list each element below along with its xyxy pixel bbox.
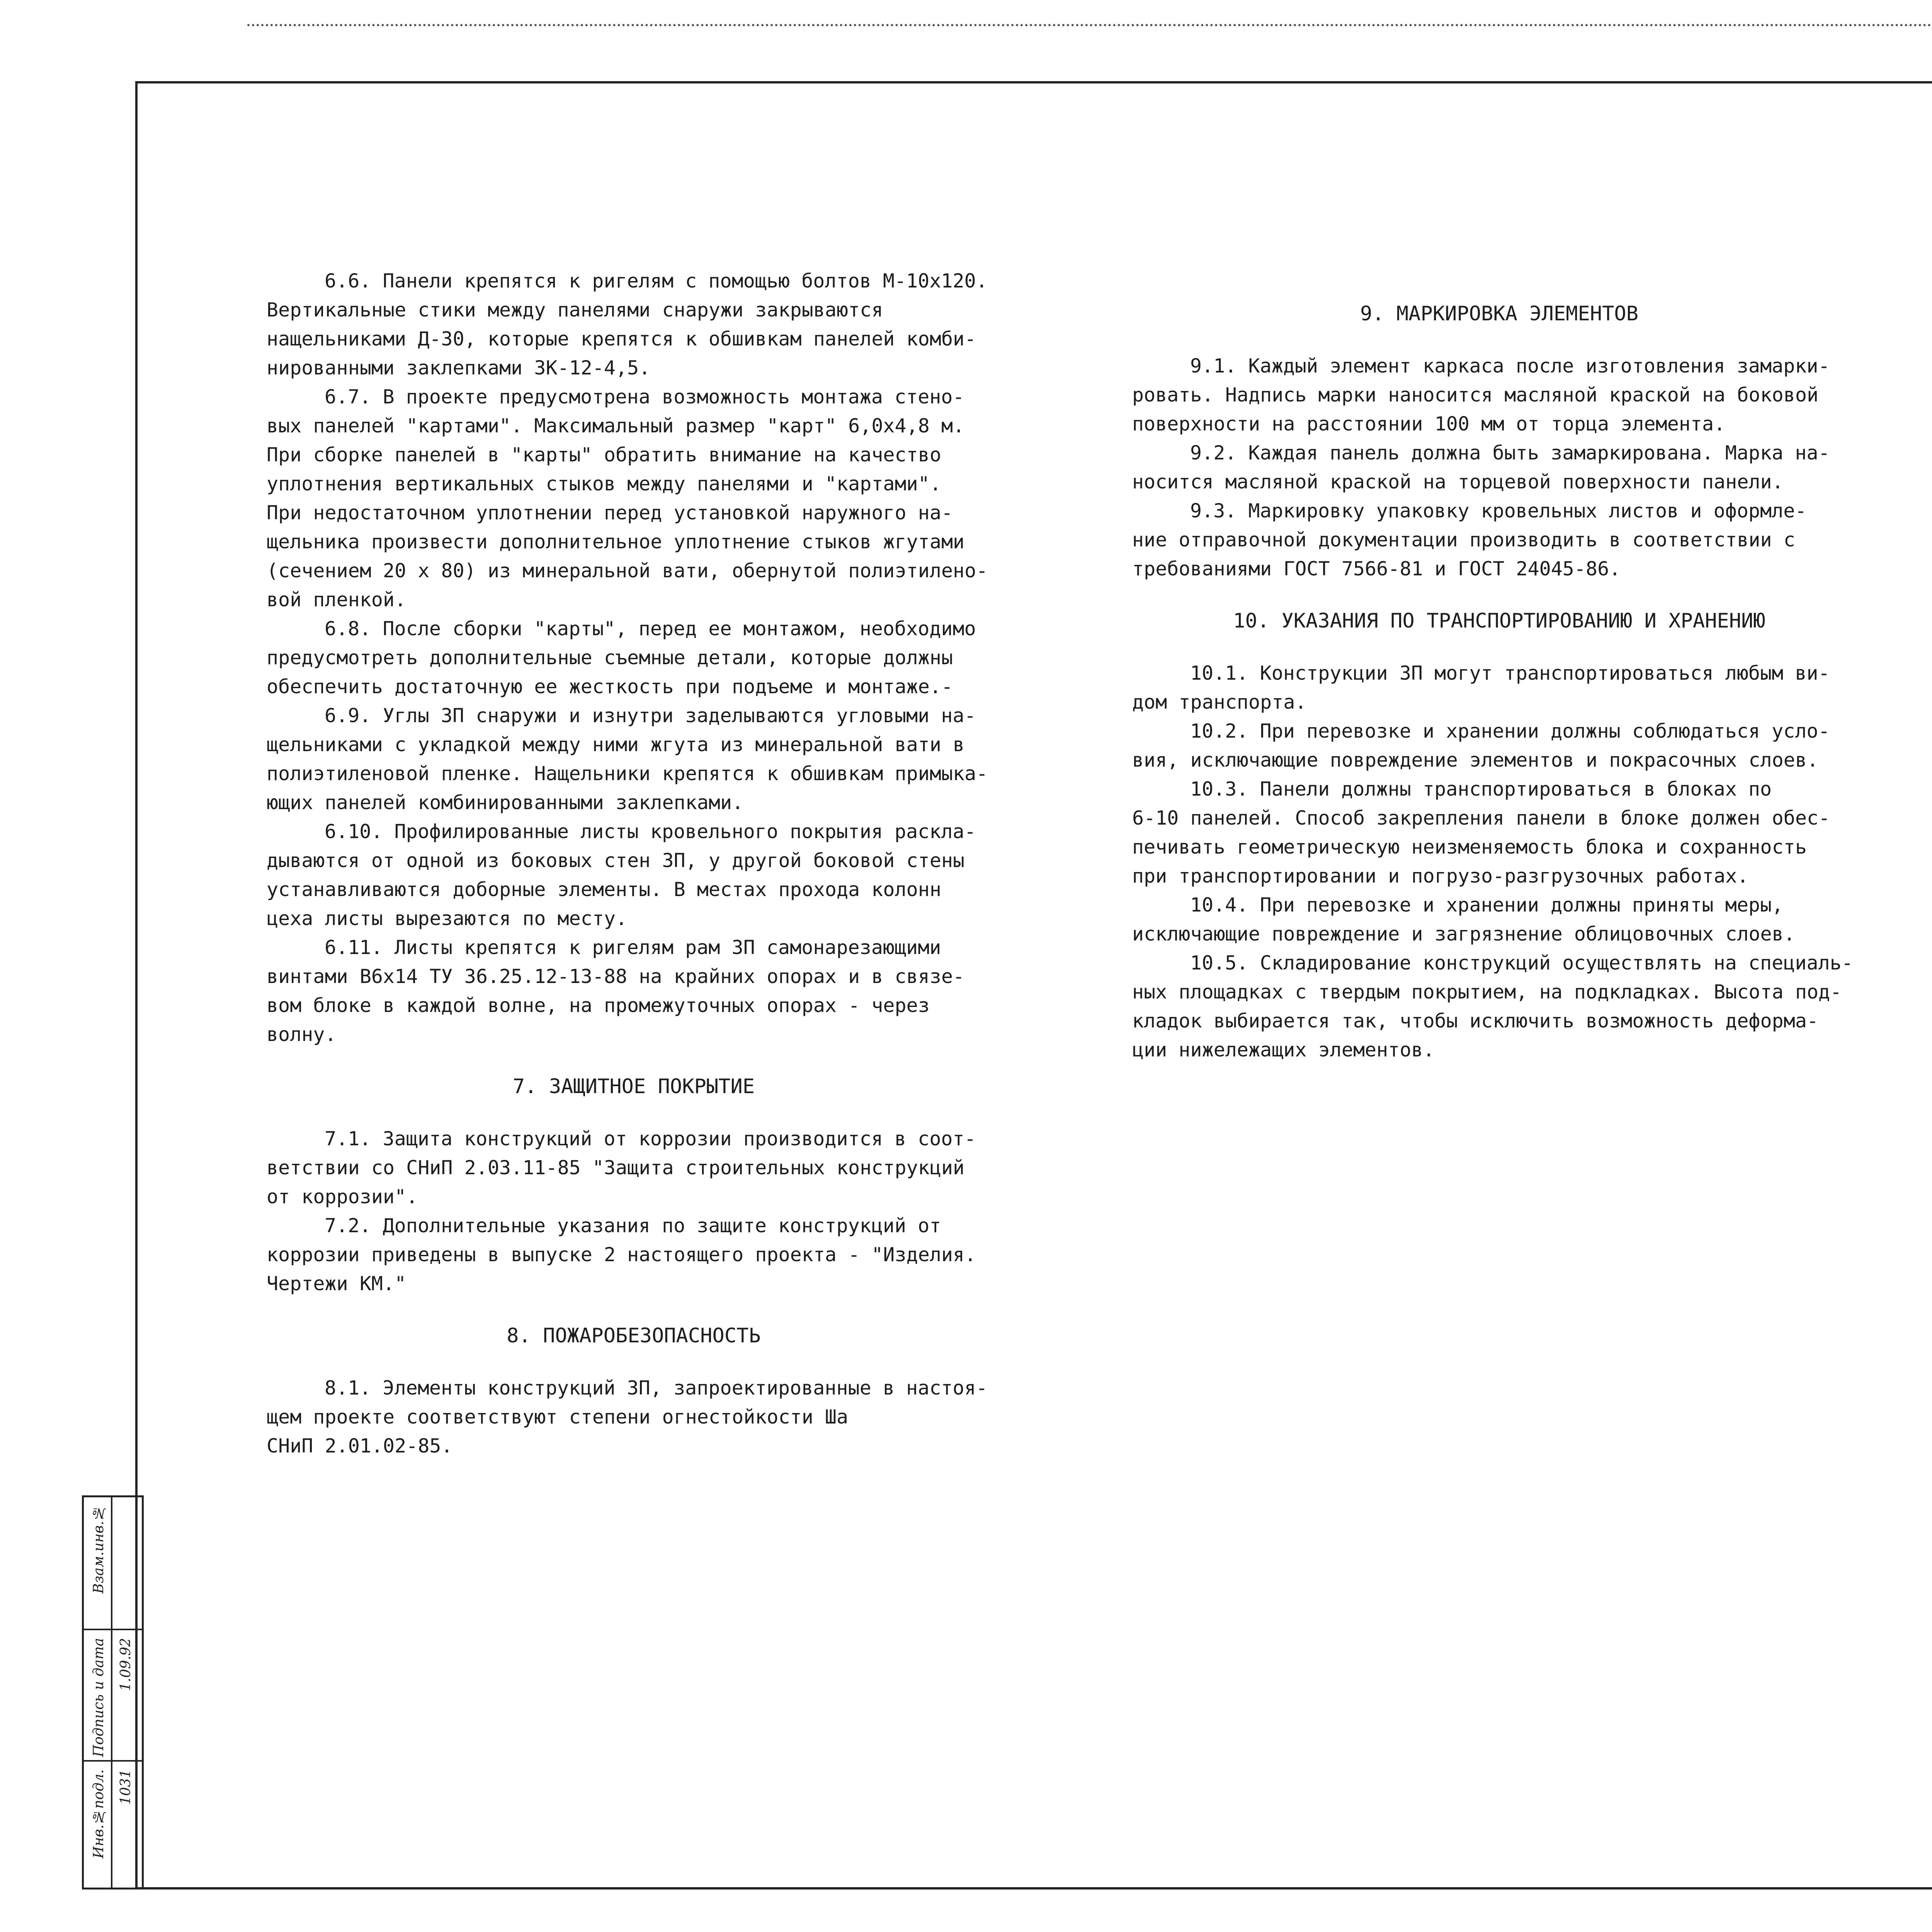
strip-sign-cell <box>84 1629 142 1760</box>
strip-inv-value: 1031 <box>118 1769 134 1805</box>
text-line: нащельниками Д-30, которые крепятся к обшивкам панелей комби- <box>267 328 976 350</box>
text-line: вой пленкой. <box>267 588 406 611</box>
text-line: СНиП 2.01.02-85. <box>267 1435 453 1457</box>
paragraph-10-4 <box>1132 891 1866 949</box>
top-dotted-line <box>247 24 1932 26</box>
strip-sign-label: Подпись и дата <box>91 1638 107 1757</box>
text-line: коррозии приведены в выпуске 2 настоящего проекта - "Изделия. <box>267 1243 976 1266</box>
paragraph-10-3 <box>1132 775 1866 891</box>
section-heading-10: 10. УКАЗАНИЯ ПО ТРАНСПОРТИРОВАНИЮ И ХРАНЕНИЮ <box>1233 609 1765 633</box>
text-line: дом транспорта. <box>1132 691 1307 713</box>
paragraph-6-7 <box>267 383 1001 614</box>
text-line: нированными заклепками ЗК-12-4,5. <box>267 357 651 379</box>
paragraph-6-10 <box>267 817 1001 933</box>
middle-text-column <box>1132 299 1866 1065</box>
text-line: 7.1. Защита конструкций от коррозии производится в соот- <box>325 1128 976 1150</box>
text-line: цеха листы вырезаются по месту. <box>267 907 628 930</box>
paragraph-9-1 <box>1132 352 1866 439</box>
paragraph-10-1 <box>1132 659 1866 717</box>
text-line: вых панелей "картами". Максимальный размер "карт" 6,0х4,8 м. <box>267 415 965 437</box>
text-line: 10.2. При перевозке и хранении должны соблюдаться усло- <box>1190 720 1830 742</box>
text-line: 10.3. Панели должны транспортироваться в блоках по <box>1190 778 1772 800</box>
strip-divider <box>111 1497 112 1888</box>
strip-inv-label: Инв.№подл. <box>91 1769 107 1859</box>
paragraph-7-2 <box>267 1211 1001 1298</box>
paragraph-9-2 <box>1132 439 1866 497</box>
text-line: исключающие повреждение и загрязнение облицовочных слоев. <box>1132 923 1795 945</box>
text-line: 10.5. Складирование конструкций осуществлять на специаль- <box>1190 952 1853 974</box>
text-line: обеспечить достаточную ее жесткость при подъеме и монтаже.- <box>267 675 953 698</box>
section-heading-9: 9. МАРКИРОВКА ЭЛЕМЕНТОВ <box>1360 302 1639 325</box>
text-line: 6-10 панелей. Способ закрепления панели в блоке должен обес- <box>1132 807 1830 829</box>
strip-replace-label: Взам.инв.№ <box>91 1505 107 1594</box>
text-line: уплотнения вертикальных стыков между панелями и "картами". <box>267 473 941 495</box>
text-line: При недостаточном уплотнении перед установкой наружного на- <box>267 502 953 524</box>
text-line: щем проекте соответствуют степени огнестойкости Ша <box>267 1406 849 1428</box>
text-line: 6.11. Листы крепятся к ригелям рам ЗП самонарезающими <box>325 936 941 959</box>
text-line: 10.4. При перевозке и хранении должны приняты меры, <box>1190 894 1784 916</box>
text-line: поверхности на расстоянии 100 мм от торца элемента. <box>1132 413 1726 435</box>
text-line: Вертикальные стики между панелями снаружи закрываются <box>267 299 883 321</box>
text-line: Чертежи КМ." <box>267 1272 406 1295</box>
text-line: ровать. Надпись марки наносится масляной краской на боковой <box>1132 384 1819 406</box>
text-line: кладок выбирается так, чтобы исключить возможность деформа- <box>1132 1010 1819 1032</box>
paragraph-9-3 <box>1132 497 1866 583</box>
text-line: ных площадках с твердым покрытием, на подкладках. Высота под- <box>1132 981 1842 1003</box>
text-line: 9.2. Каждая панель должна быть замаркирована. Марка на- <box>1190 442 1830 464</box>
text-line: ющих панелей комбинированными заклепками. <box>267 791 744 814</box>
text-line: полиэтиленовой пленке. Нащельники крепятся к обшивкам примыка- <box>267 762 988 785</box>
text-line: печивать геометрическую неизменяемость блока и сохранность <box>1132 836 1807 858</box>
text-line: 8.1. Элементы конструкций ЗП, запроектированные в настоя- <box>325 1377 988 1399</box>
paragraph-10-5 <box>1132 949 1866 1065</box>
text-line: щельника произвести дополнительное уплотнение стыков жгутами <box>267 531 965 553</box>
strip-replace-cell <box>84 1497 142 1629</box>
text-line: требованиями ГОСТ 7566-81 и ГОСТ 24045-86. <box>1132 558 1621 580</box>
text-line: ции нижележащих элементов. <box>1132 1039 1435 1061</box>
text-line: 6.10. Профилированные листы кровельного покрытия раскла- <box>325 820 976 843</box>
text-line: 6.7. В проекте предусмотрена возможность монтажа стено- <box>325 386 964 408</box>
text-line: 6.8. После сборки "карты", перед ее монтажом, необходимо <box>325 617 976 640</box>
paragraph-6-11 <box>267 933 1001 1049</box>
text-line: дываются от одной из боковых стен ЗП, у другой боковой стены <box>267 849 965 872</box>
text-line: 10.1. Конструкции ЗП могут транспортироваться любым ви- <box>1190 662 1830 684</box>
paragraph-10-2 <box>1132 717 1866 775</box>
section-heading-8: 8. ПОЖАРОБЕЗОПАСНОСТЬ <box>507 1324 761 1347</box>
text-line: щельниками с укладкой между ними жгута из минеральной вати в <box>267 733 965 756</box>
text-line: носится масляной краской на торцевой поверхности панели. <box>1132 471 1784 493</box>
text-line: предусмотреть дополнительные съемные детали, которые должны <box>267 646 953 669</box>
strip-sign-value: 1.09.92 <box>118 1638 134 1691</box>
text-line: волну. <box>267 1023 337 1046</box>
text-line: 9.1. Каждый элемент каркаса после изготовления замарки- <box>1190 355 1830 377</box>
text-line: вом блоке в каждой волне, на промежуточных опорах - через <box>267 994 930 1017</box>
text-line: от коррозии". <box>267 1185 418 1208</box>
text-line: При сборке панелей в "карты" обратить внимание на качество <box>267 444 941 466</box>
text-line: винтами В6х14 ТУ 36.25.12-13-88 на крайних опорах и в связе- <box>267 965 965 988</box>
text-line: ние отправочной документации производить в соответствии с <box>1132 529 1795 551</box>
text-line: (сечением 20 х 80) из минеральной вати, обернутой полиэтилено- <box>267 560 988 582</box>
text-line: устанавливаются доборные элементы. В местах прохода колонн <box>267 878 941 901</box>
paragraph-6-8 <box>267 614 1001 701</box>
section-heading-7: 7. ЗАЩИТНОЕ ПОКРЫТИЕ <box>512 1075 755 1098</box>
text-line: при транспортировании и погрузо-разгрузочных работах. <box>1132 865 1749 887</box>
text-line: ветствии со СНиП 2.03.11-85 "Защита строительных конструкций <box>267 1156 965 1179</box>
text-line: 9.3. Маркировку упаковку кровельных листов и оформле- <box>1190 500 1807 522</box>
text-line: 6.6. Панели крепятся к ригелям с помощью болтов М-10х120. <box>325 270 988 292</box>
paragraph-6-9 <box>267 701 1001 817</box>
paragraph-8-1 <box>267 1374 1001 1461</box>
text-line: 6.9. Углы ЗП снаружи и изнутри заделываются угловыми на- <box>325 704 976 727</box>
strip-inv-cell <box>84 1760 142 1888</box>
text-line: вия, исключающие повреждение элементов и покрасочных слоев. <box>1132 749 1819 771</box>
paragraph-6-6 <box>267 267 1001 383</box>
paragraph-7-1 <box>267 1124 1001 1211</box>
left-text-column <box>267 267 1001 1461</box>
text-line: 7.2. Дополнительные указания по защите конструкций от <box>325 1214 941 1237</box>
binding-strip <box>82 1495 144 1889</box>
